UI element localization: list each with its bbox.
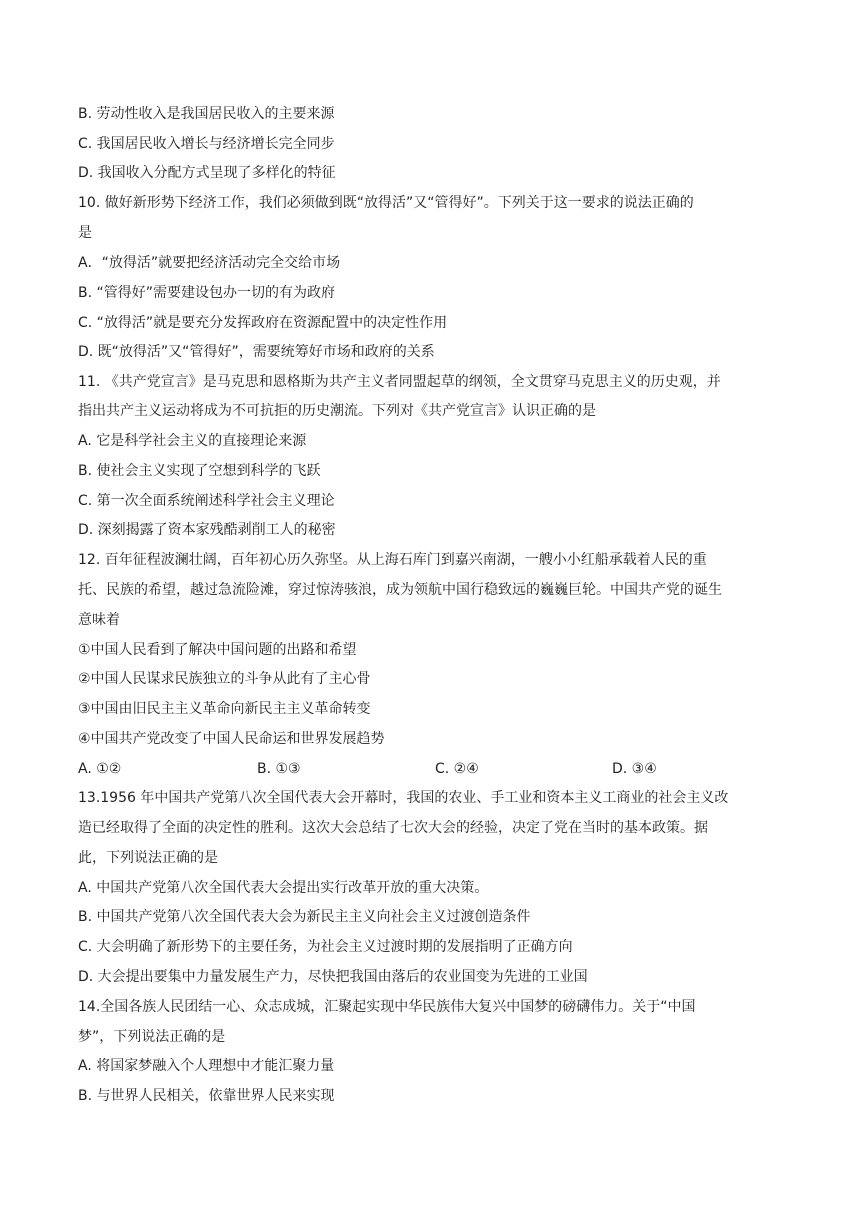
q9-option-d: D. 我国收入分配方式呈现了多样化的特征 (78, 165, 336, 181)
q10-option-a: A．“放得活”就要把经济活动完全交给市场 (78, 255, 341, 271)
q10-option-b: B. “管得好”需要建设包办一切的有为政府 (78, 285, 336, 301)
q11-option-c: C. 第一次全面系统阐述科学社会主义理论 (78, 493, 335, 509)
q12-stem-line-2: 托、民族的希望，越过急流险滩，穿过惊涛骇浪，成为领航中国行稳致远的巍巍巨轮。中国共产党的诞生 (78, 582, 722, 598)
q12-statement-3: ③中国由旧民主主义革命向新民主主义革命转变 (78, 701, 371, 717)
q11-option-a: A. 它是科学社会主义的直接理论来源 (78, 433, 307, 449)
q13-stem-line-1: 13.1956 年中国共产党第八次全国代表大会开幕时，我国的农业、手工业和资本主义工商业的社会主义改 (78, 790, 729, 806)
q12-choice-a: A. ①② (78, 761, 122, 777)
q14-stem-line-2: 梦”，下列说法正确的是 (78, 1029, 226, 1045)
q12-statement-4: ④中国共产党改变了中国人民命运和世界发展趋势 (78, 731, 385, 747)
q11-stem-line-1: 11. 《共产党宣言》是马克思和恩格斯为共产主义者同盟起草的纲领，全文贯穿马克思主义的历史观，并 (78, 374, 721, 390)
q9-option-b: B. 劳动性收入是我国居民收入的主要来源 (78, 106, 335, 122)
q13-option-b: B. 中国共产党第八次全国代表大会为新民主主义向社会主义过渡创造条件 (78, 909, 531, 925)
q12-stem-line-1: 12. 百年征程波澜壮阔，百年初心历久弥坚。从上海石库门到嘉兴南湖，一艘小小红船承载着人民的重 (78, 552, 707, 568)
q13-stem-line-3: 此，下列说法正确的是 (78, 850, 218, 866)
q13-option-d: D. 大会提出要集中力量发展生产力，尽快把我国由落后的农业国变为先进的工业国 (78, 969, 588, 985)
q10-option-d: D. 既“放得活”又“管得好”，需要统筹好市场和政府的关系 (78, 344, 435, 360)
q14-option-b: B. 与世界人民相关，依靠世界人民来实现 (78, 1088, 335, 1104)
q12-stem-line-3: 意味着 (78, 612, 120, 628)
q13-stem-line-2: 造已经取得了全面的决定性的胜利。这次大会总结了七次大会的经验，决定了党在当时的基本政策。据 (78, 820, 708, 836)
q12-choice-d: D. ③④ (612, 761, 657, 777)
q13-option-c: C. 大会明确了新形势下的主要任务，为社会主义过渡时期的发展指明了正确方向 (78, 939, 573, 955)
q13-option-a: A. 中国共产党第八次全国代表大会提出实行改革开放的重大决策。 (78, 880, 489, 896)
q12-statement-2: ②中国人民谋求民族独立的斗争从此有了主心骨 (78, 671, 371, 687)
q9-option-c: C. 我国居民收入增长与经济增长完全同步 (78, 136, 335, 152)
q12-choice-b: B. ①③ (257, 761, 301, 777)
q10-option-c: C. “放得活”就是要充分发挥政府在资源配置中的决定性作用 (78, 315, 448, 331)
q11-option-d: D. 深刻揭露了资本家残酷剥削工人的秘密 (78, 522, 336, 538)
q14-stem-line-1: 14.全国各族人民团结一心、众志成城，汇聚起实现中华民族伟大复兴中国梦的磅礴伟力。关于“中国 (78, 999, 696, 1015)
q12-choice-c: C. ②④ (435, 761, 479, 777)
q14-option-a: A. 将国家梦融入个人理想中才能汇聚力量 (78, 1058, 335, 1074)
q10-stem-line-2: 是 (78, 225, 92, 241)
q10-stem-line-1: 10. 做好新形势下经济工作，我们必须做到既“放得活”又“管得好”。下列关于这一要求的说法正确的 (78, 195, 694, 211)
q12-statement-1: ①中国人民看到了解决中国问题的出路和希望 (78, 642, 357, 658)
q11-stem-line-2: 指出共产主义运动将成为不可抗拒的历史潮流。下列对《共产党宣言》认识正确的是 (78, 403, 596, 419)
q11-option-b: B. 使社会主义实现了空想到科学的飞跃 (78, 463, 321, 479)
